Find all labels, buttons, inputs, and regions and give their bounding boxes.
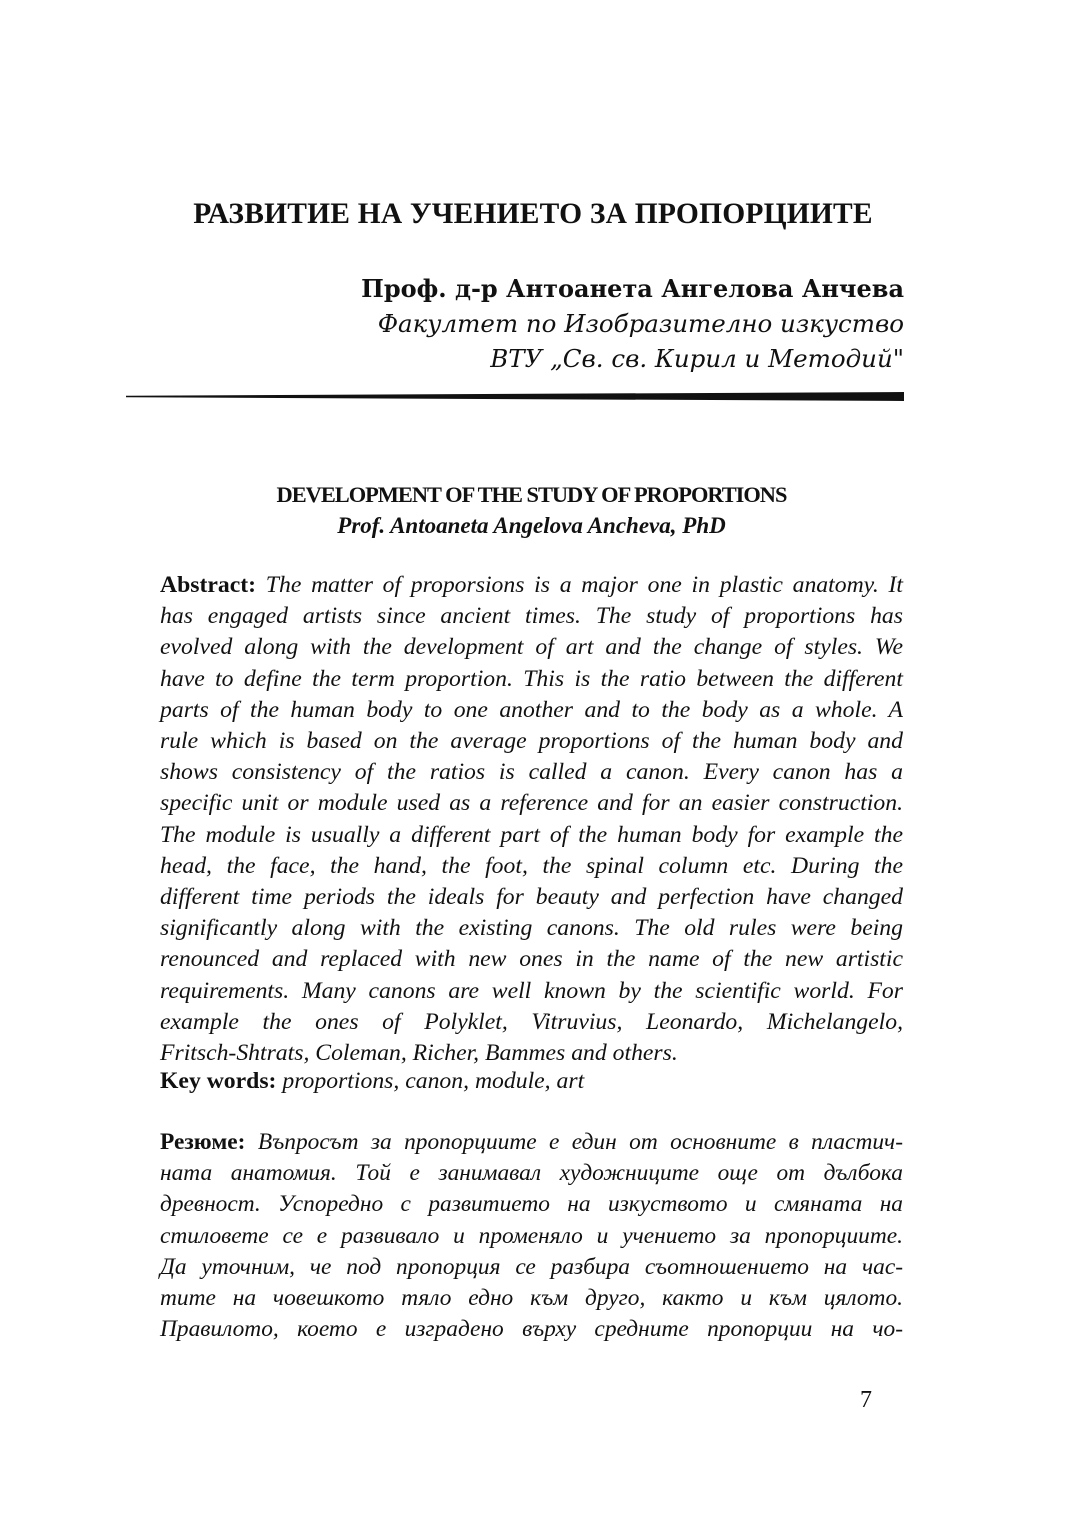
author-block (361, 272, 904, 376)
english-title: DEVELOPMENT OF THE STUDY OF PROPORTIONS (276, 482, 787, 507)
page-number: 7 (860, 1387, 872, 1413)
abstract-line: head, the face, the hand, the foot, the spinal column etc. During the (160, 852, 903, 879)
tapered-divider (126, 392, 904, 401)
abstract-line: The module is usually a different part of the human body for example the (160, 821, 903, 848)
abstract-line: Fritsch-Shtrats, Coleman, Richer, Bammes and others. (160, 1040, 678, 1067)
abstract-line: shows consistency of the ratios is called a canon. Every canon has a (160, 759, 903, 786)
affiliation-university: ВТУ „Св. св. Кирил и Методий" (490, 344, 904, 373)
abstract-line: renounced and replaced with new ones in the name of the new artistic (160, 946, 903, 973)
abstract-line: parts of the human body to one another and to the body as a whole. A (160, 696, 903, 723)
rezume-paragraph (160, 1127, 903, 1345)
abstract-line: requirements. Many canons are well known by the scientific world. For (160, 977, 903, 1004)
abstract-line: have to define the term proportion. This is the ratio between the different (160, 665, 903, 692)
abstract-line: has engaged artists since ancient times. The study of proportions has (160, 603, 903, 630)
rezume-line: Правилото, което е изградено върху средните пропорции на чо- (160, 1316, 903, 1343)
keywords-label: Key words: (160, 1068, 277, 1094)
abstract-paragraph (160, 570, 903, 1069)
abstract-line: rule which is based on the average proportions of the human body and (160, 728, 903, 755)
rezume-label: Резюме: (160, 1129, 246, 1155)
rezume-line: древност. Успоредно с развитието на изкуството и смяната на (160, 1191, 903, 1218)
rezume-line: ната анатомия. Той е занимавал художниците още от дълбока (160, 1160, 903, 1187)
rezume-line: Да уточним, че под пропорция се разбира съотношението на час- (160, 1253, 903, 1280)
page-title-bg: РАЗВИТИЕ НА УЧЕНИЕТО ЗА ПРОПОРЦИИТЕ (193, 198, 873, 230)
english-author: Prof. Antoaneta Angelova Ancheva, PhD (337, 513, 726, 538)
rezume-line: стиловете се е развивало и променяло и учението за пропорциите. (160, 1222, 903, 1249)
abstract-line: significantly along with the existing canons. The old rules were being (160, 915, 903, 942)
rezume-line: тите на човешкото тяло едно към друго, както и към цялото. (160, 1285, 903, 1312)
abstract-line: different time periods the ideals for beauty and perfection have changed (160, 884, 903, 911)
affiliation-faculty: Факултет по Изобразително изкуство (377, 309, 904, 338)
abstract-line: evolved along with the development of art and the change of styles. We (160, 634, 903, 661)
author-name-bg: Проф. д-р Антоанета Ангелова Анчева (361, 274, 904, 303)
keywords-line (160, 1066, 584, 1097)
abstract-line: specific unit or module used as a reference and for an easier construction. (160, 790, 903, 817)
abstract-label: Abstract: (160, 572, 257, 598)
abstract-line: Abstract: The matter of proporsions is a major one in plastic anatomy. It (160, 572, 904, 598)
keywords-text: proportions, canon, module, art (282, 1068, 585, 1094)
rezume-line: Резюме: Въпросът за пропорциите е един от основните в пластич- (160, 1129, 903, 1155)
abstract-line: example the ones of Polyklet, Vitruvius, Leonardo, Michelangelo, (160, 1008, 903, 1035)
